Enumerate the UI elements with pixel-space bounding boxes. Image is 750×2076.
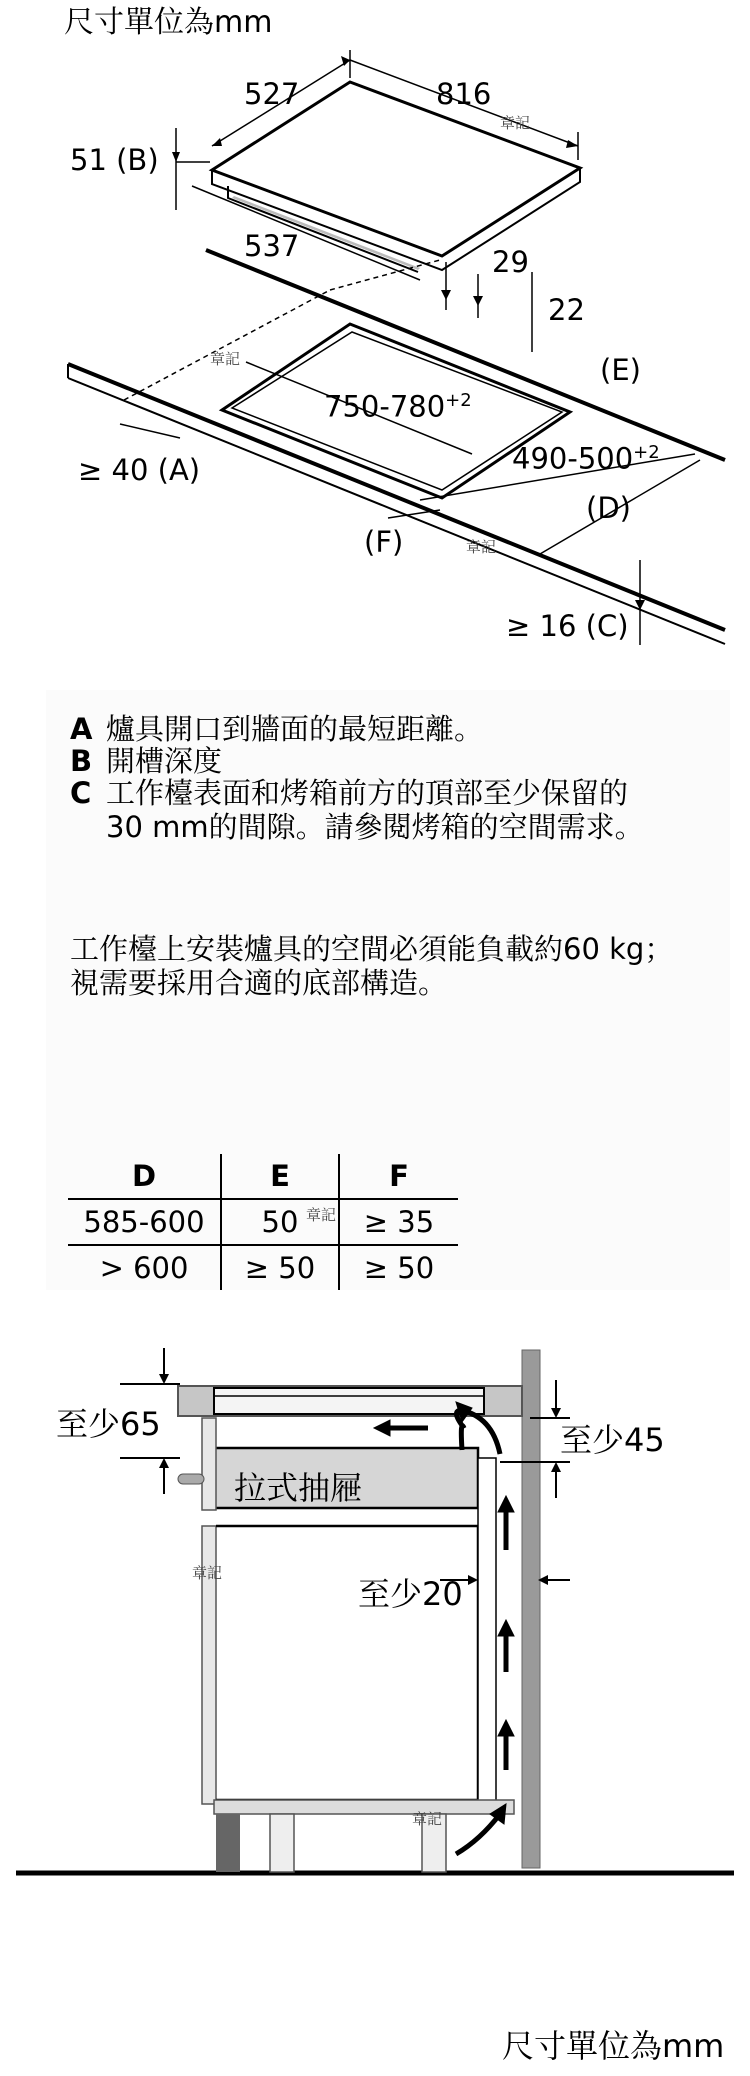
label-d: (D) xyxy=(586,491,631,525)
cooktop-cutout-diagram xyxy=(0,0,750,660)
legend-text-c: 工作檯表面和烤箱前方的頂部至少保留的 xyxy=(106,776,629,810)
label-e: (E) xyxy=(600,353,641,387)
legend-key-a: A xyxy=(70,712,93,746)
cutout-depth-tol: +2 xyxy=(633,442,660,463)
min-45-label: 至少45 xyxy=(560,1421,665,1459)
cutout-width-tol: +2 xyxy=(445,390,472,411)
header-d: D xyxy=(131,1159,157,1193)
drawer-label: 拉式抽屜 xyxy=(234,1469,363,1507)
dim-frame-b: 51 (B) xyxy=(70,143,159,177)
table-row xyxy=(68,1199,458,1245)
stamp-table: 章記 xyxy=(306,1206,337,1224)
stamp-1: 章記 xyxy=(500,114,531,132)
cell-e: ≥ 50 xyxy=(221,1245,339,1290)
legend-item-b xyxy=(70,746,222,778)
label-a: ≥ 40 (A) xyxy=(78,453,201,487)
legend-text-a: 爐具開口到牆面的最短距離。 xyxy=(106,712,484,746)
cell-d: 585-600 xyxy=(68,1199,221,1245)
cutout-depth xyxy=(512,441,660,476)
cutout-width xyxy=(324,389,472,424)
wall xyxy=(522,1350,540,1868)
cutout-depth-value: 490-500 xyxy=(512,441,634,476)
label-c: ≥ 16 (C) xyxy=(506,609,629,643)
legend-item-a xyxy=(70,714,483,746)
cooktop-body xyxy=(214,1388,484,1414)
dim-depth-527: 527 xyxy=(244,77,300,111)
cell-e: 50 xyxy=(221,1199,339,1245)
cell-d: > 600 xyxy=(68,1245,221,1290)
dim-22: 22 xyxy=(548,293,585,327)
legend-c-continued: 30 mm的間隙。請參閱烤箱的空間需求。 xyxy=(106,810,644,844)
min-20-label: 至少20 xyxy=(358,1575,463,1613)
legend-text-b: 開槽深度 xyxy=(106,744,223,778)
stamp-4: 章記 xyxy=(192,1564,223,1582)
legend-key-b: B xyxy=(70,744,93,778)
cutout-width-value: 750-780 xyxy=(324,389,446,424)
unit-note-bottom: 尺寸單位為mm xyxy=(502,2027,725,2065)
stamp-2: 章記 xyxy=(210,350,241,368)
load-note-line2: 視需要採用合適的底部構造。 xyxy=(70,966,448,1000)
legend-key-c: C xyxy=(70,776,92,810)
label-f: (F) xyxy=(364,525,404,559)
dim-width-816: 816 xyxy=(436,77,492,111)
cell-f: ≥ 35 xyxy=(339,1199,458,1245)
dim-29: 29 xyxy=(492,245,529,279)
stamp-3: 章記 xyxy=(466,538,497,556)
stamp-5: 章記 xyxy=(412,1810,443,1828)
load-note-line1: 工作檯上安裝爐具的空間必須能負載約60 kg； xyxy=(70,932,674,966)
cell-f: ≥ 50 xyxy=(339,1245,458,1290)
header-e: E xyxy=(221,1154,339,1199)
header-f: F xyxy=(339,1154,458,1199)
table-header-row xyxy=(68,1154,458,1199)
legend-item-c xyxy=(70,778,628,810)
unit-note-top: 尺寸單位為mm xyxy=(64,5,273,40)
clearance-table xyxy=(68,1154,458,1290)
min-65-label: 至少65 xyxy=(56,1405,161,1443)
table-row xyxy=(68,1245,458,1290)
dim-inner-537: 537 xyxy=(244,229,300,263)
